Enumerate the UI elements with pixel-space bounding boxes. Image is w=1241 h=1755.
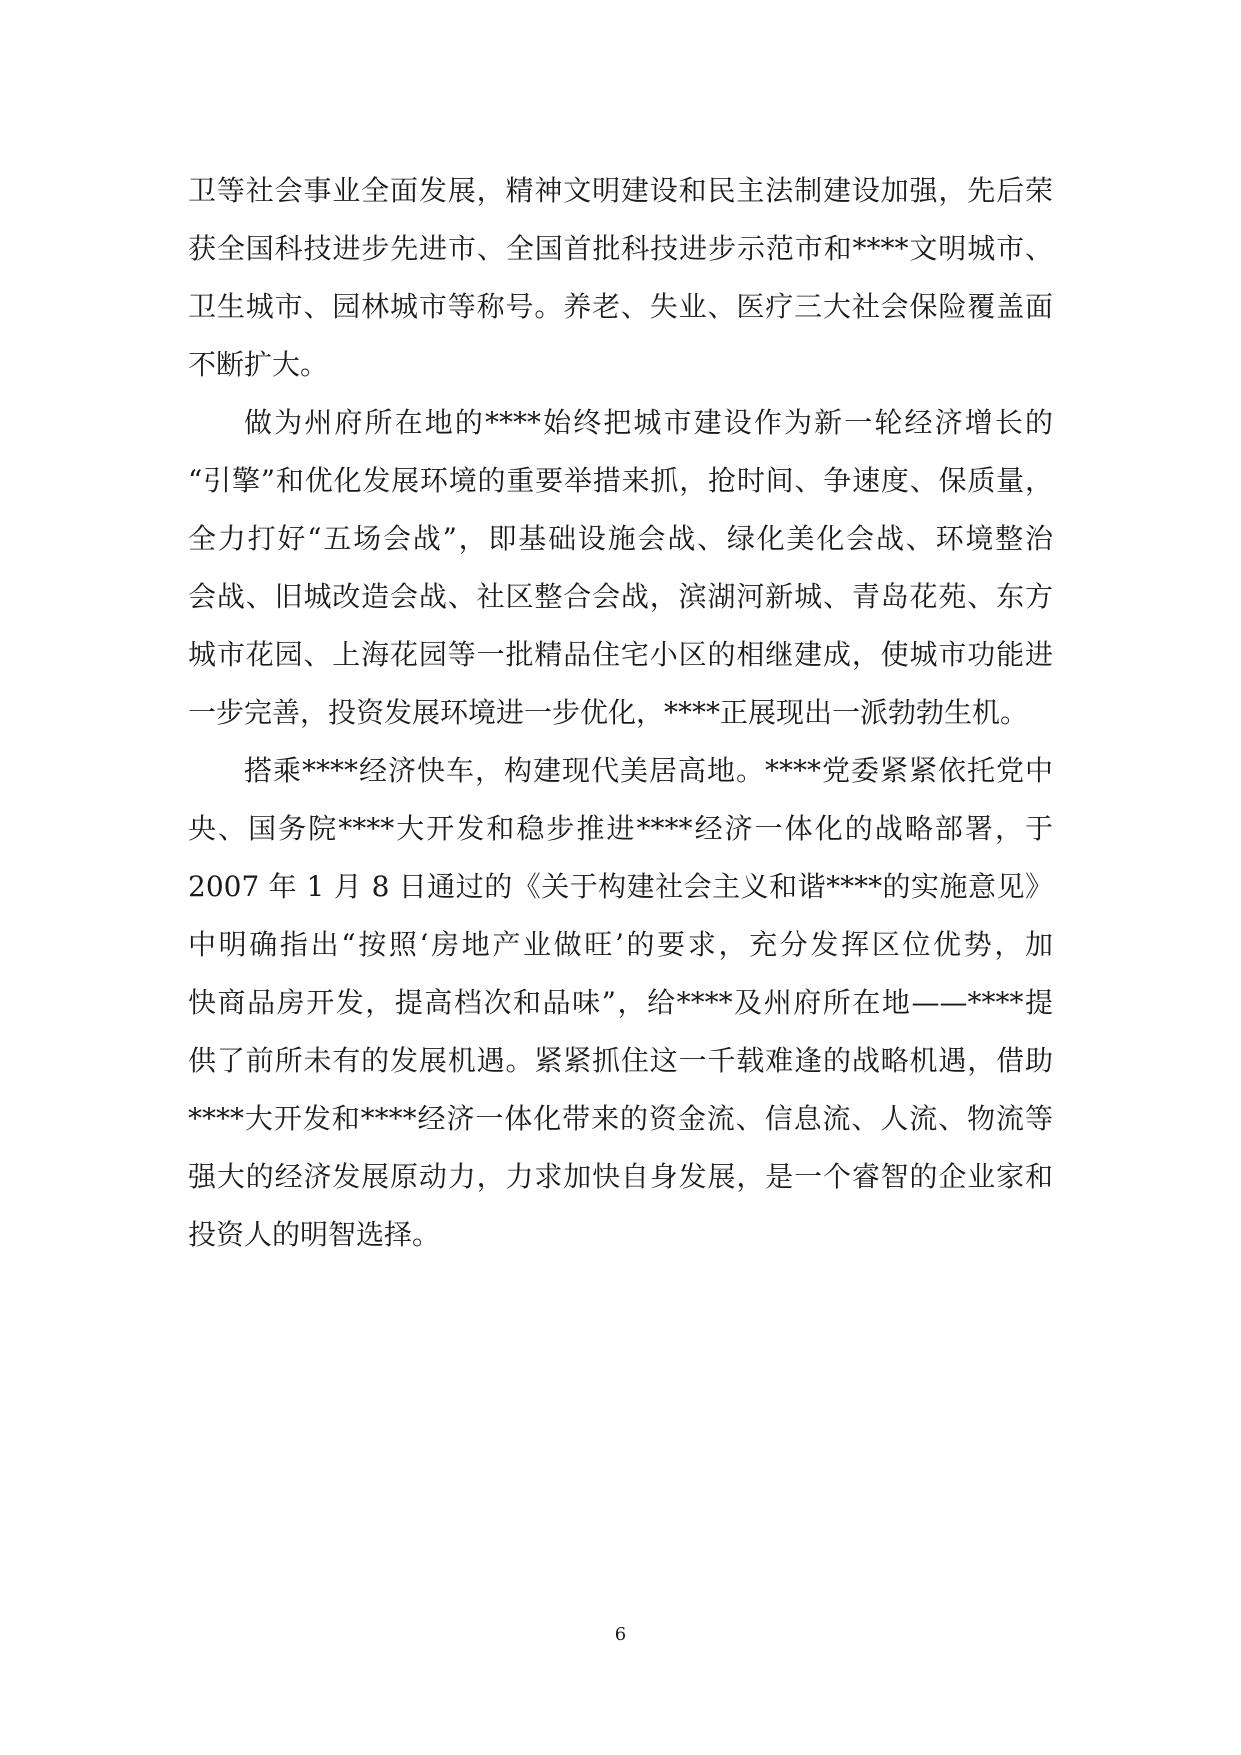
paragraph-3-line-9: 投资人的明智选择。: [188, 1218, 441, 1251]
paragraph-2-line-1: 做为州府所在地的****始终把城市建设作为新一轮经济增长的: [244, 406, 1053, 439]
paragraph-2-line-2: “引擎”和优化发展环境的重要举措来抓，抢时间、争速度、保质量，: [188, 464, 1053, 497]
paragraph-3-line-5: 快商品房开发，提高档次和品味”，给****及州府所在地——****提: [188, 986, 1053, 1019]
paragraph-3-line-7: ****大开发和****经济一体化带来的资金流、信息流、人流、物流等: [188, 1102, 1053, 1135]
paragraph-1-line-1: 卫等社会事业全面发展，精神文明建设和民主法制建设加强，先后荣: [188, 174, 1053, 207]
page-number: 6: [614, 1624, 627, 1645]
paragraph-2-line-3: 全力打好“五场会战”，即基础设施会战、绿化美化会战、环境整治: [188, 522, 1053, 555]
paragraph-1-line-3: 卫生城市、园林城市等称号。养老、失业、医疗三大社会保险覆盖面: [188, 290, 1053, 323]
paragraph-1-line-2: 获全国科技进步先进市、全国首批科技进步示范市和****文明城市、: [188, 232, 1053, 265]
paragraph-3-line-2: 央、国务院****大开发和稳步推进****经济一体化的战略部署，于: [188, 812, 1053, 845]
paragraph-3-line-4: 中明确指出“按照‘房地产业做旺’的要求，充分发挥区位优势，加: [188, 928, 1053, 961]
paragraph-2-line-5: 城市花园、上海花园等一批精品住宅小区的相继建成，使城市功能进: [188, 638, 1053, 671]
paragraph-1-line-4: 不断扩大。: [188, 348, 329, 381]
paragraph-3-line-3: 2007 年 1 月 8 日通过的《关于构建社会主义和谐****的实施意见》: [188, 870, 1053, 903]
paragraph-3-line-1: 搭乘****经济快车，构建现代美居高地。****党委紧紧依托党中: [244, 754, 1053, 787]
paragraph-3-line-6: 供了前所未有的发展机遇。紧紧抓住这一千载难逢的战略机遇，借助: [188, 1044, 1053, 1077]
paragraph-2-line-6: 一步完善，投资发展环境进一步优化，****正展现出一派勃勃生机。: [188, 696, 1029, 729]
paragraph-2-line-4: 会战、旧城改造会战、社区整合会战，滨湖河新城、青岛花苑、东方: [188, 580, 1053, 613]
paragraph-3-line-8: 强大的经济发展原动力，力求加快自身发展，是一个睿智的企业家和: [188, 1160, 1053, 1193]
